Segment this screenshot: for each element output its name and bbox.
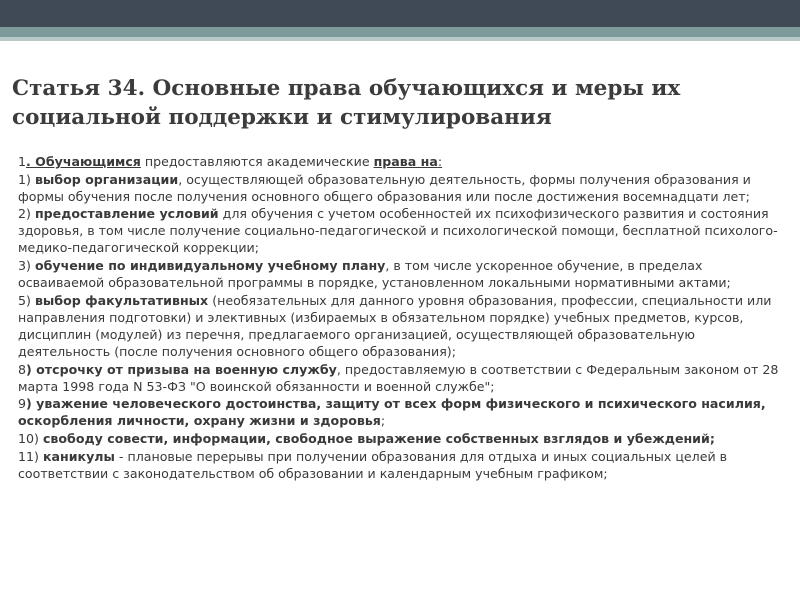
list-item (18, 257, 788, 291)
slide-title-line2: социальной поддержки и стимулирования (12, 105, 552, 130)
slide-title (12, 74, 792, 132)
intro-number: 1 (18, 154, 27, 169)
header-divider-right (645, 41, 800, 44)
item-number: 3) (18, 258, 35, 274)
list-item (18, 448, 788, 482)
slide-body (18, 153, 788, 482)
item-heading: свободу совести, информации, свободное выражение собственных взглядов и убеждений; (42, 431, 715, 446)
item-number: 11) (18, 448, 43, 464)
intro-paragraph (18, 153, 788, 170)
list-item (18, 171, 788, 205)
item-text: (необязательных для данного уровня образования, профессии, специальности или направления подготовки) и элективных (избираемых в обязательном порядке) учебных предметов, курсов, дисциплин (модулей) из перечня, предлагаемого организацией, осуществляющей образовательную деятельность (после получения основного общего образования); (18, 292, 772, 360)
item-number: 2) (18, 206, 35, 222)
item-heading: каникулы (42, 448, 115, 464)
item-text: для обучения с учетом особенностей их психофизического развития и состояния здоровья, в том числе получение социально-педагогической и психологической помощи, бесплатной психолого-медико-педагогической коррекции; (18, 206, 778, 256)
item-heading: выбор факультативных (34, 292, 209, 308)
list-item (18, 292, 788, 360)
item-text: - плановые перерывы при получении образования для отдыха и иных социальных целей в соответствии с законодательством об образовании и календарным учебным графиком; (18, 448, 728, 481)
header-divider-left (0, 41, 470, 44)
item-number: 5) (18, 292, 35, 308)
item-heading: ) отсрочку от призыва на военную службу (26, 361, 337, 377)
list-item (18, 205, 788, 256)
item-text: , осуществляющей образовательную деятельность, формы получения образования и формы обучения после получения основного общего образования или после достижения восемнадцати лет; (18, 171, 751, 204)
item-text: , предоставляемую в соответствии с Федеральным законом от 28 марта 1998 года N 53-ФЗ "О воинской обязанности и военной службе"; (18, 361, 779, 394)
item-number: 8 (18, 361, 27, 377)
item-heading: ) уважение человеческого достоинства, защиту от всех форм физического и психического насилия, оскорбления личности, охрану жизни и здоровья (18, 396, 766, 429)
intro-text: предоставляются академические (140, 154, 374, 169)
intro-colon: : (437, 154, 443, 169)
intro-subject: . Обучающимся (26, 154, 141, 169)
list-item (18, 395, 788, 429)
item-text: ; (380, 413, 386, 429)
intro-rights: права на (373, 154, 438, 169)
header-accent-stripe (0, 27, 800, 37)
list-item (18, 430, 788, 447)
item-heading: обучение по индивидуальному учебному плану (34, 258, 386, 274)
item-number: 9 (18, 396, 27, 412)
slide-title-line1: Статья 34. Основные права обучающихся и меры их (12, 76, 681, 101)
item-text: , в том числе ускоренное обучение, в пределах осваиваемой образовательной программы в порядке, установленном локальными нормативными актами; (18, 258, 731, 291)
item-heading: выбор организации (34, 171, 179, 187)
item-heading: предоставление условий (34, 206, 219, 222)
header-bar (0, 0, 800, 27)
item-number: 1) (18, 171, 35, 187)
item-number: 10) (18, 431, 43, 446)
list-item (18, 361, 788, 395)
